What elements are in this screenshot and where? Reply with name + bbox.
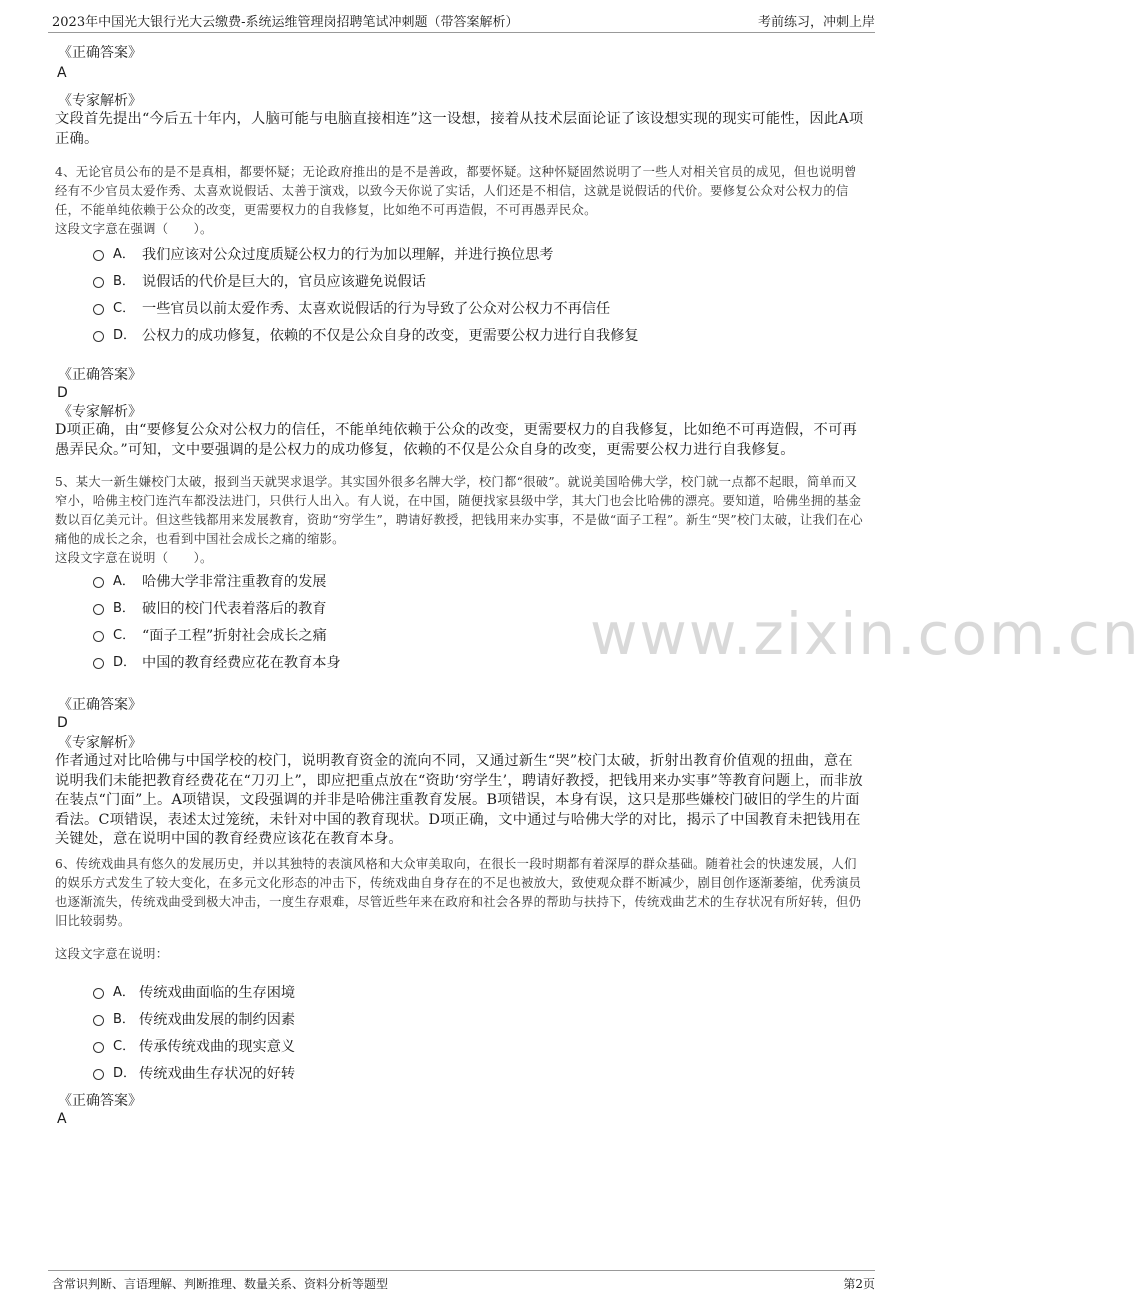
radio-icon[interactable] (93, 277, 104, 288)
radio-icon[interactable] (93, 1042, 104, 1053)
question-6 (55, 855, 865, 1090)
radio-icon[interactable] (93, 631, 104, 642)
answer-label: 《正确答案》 (58, 697, 142, 713)
option-b[interactable]: B． 说假话的代价是巨大的，官员应该避免说假话 (55, 271, 865, 298)
answer-value: D (57, 715, 68, 731)
option-b[interactable]: B． 破旧的校门代表着落后的教育 (55, 598, 865, 625)
analysis-text: 作者通过对比哈佛与中国学校的校门，说明教育资金的流向不同，又通过新生“哭”校门太破，折射出教育价值观的扭曲，意在说明我们未能把教育经费花在“刀刃上”，即应把重点放在“资助‘穷学生’，聘请好教授，把钱用来办实事”等教育问题上，而非放在装点“门面”上。A项错误，文段强调的并非是哈佛注重教育发展。B项错误，本身有误，这只是那些嫌校门破旧的学生的片面看法。C项错误，表述太过笼统，未针对中国的教育现状。D项正确，文中通过与哈佛大学的对比，揭示了中国教育未把钱用在关键处，意在说明中国的教育经费应该花在教育本身。 (55, 753, 863, 847)
footer-divider (48, 1270, 875, 1271)
answer-label: 《正确答案》 (58, 1093, 142, 1109)
question-5 (55, 473, 865, 679)
question-stem: 4、无论官员公布的是不是真相，都要怀疑；无论政府推出的是不是善政，都要怀疑。这种怀疑固然说明了一些人对相关官员的成见，但也说明曾经有不少官员太爱作秀、太喜欢说假话、太善于演戏，以致今天你说了实话，人们还是不相信，这就是说假话的代价。要修复公众对公权力的信任，不能单纯依赖于公众的改变，更需要权力的自我修复，比如绝不可再造假，不可再愚弄民众。 (55, 165, 857, 217)
option-d[interactable]: D． 传统戏曲生存状况的好转 (55, 1063, 865, 1090)
q5-analysis-block (55, 734, 865, 850)
document-title: 2023年中国光大银行光大云缴费-系统运维管理岗招聘笔试冲刺题（带答案解析） (52, 15, 519, 30)
radio-icon[interactable] (93, 1069, 104, 1080)
option-c[interactable]: C． 一些官员以前太爱作秀、太喜欢说假话的行为导致了公众对公权力不再信任 (55, 298, 865, 325)
q4-answer-block (55, 366, 865, 402)
radio-icon[interactable] (93, 250, 104, 261)
radio-icon[interactable] (93, 1015, 104, 1026)
question-prompt: 这段文字意在说明（ ）。 (55, 551, 213, 565)
analysis-text: 文段首先提出“今后五十年内，人脑可能与电脑直接相连”这一设想，接着从技术层面论证了该设想实现的现实可能性，因此A项正确。 (55, 111, 864, 147)
radio-icon[interactable] (93, 304, 104, 315)
answer-value: D (57, 385, 68, 401)
radio-icon[interactable] (93, 577, 104, 588)
option-a[interactable]: A． 传统戏曲面临的生存困境 (55, 982, 865, 1009)
analysis-label: 《专家解析》 (58, 404, 142, 420)
question-4 (55, 163, 865, 352)
option-a[interactable]: A． 我们应该对公众过度质疑公权力的行为加以理解，并进行换位思考 (55, 244, 865, 271)
option-list (55, 982, 865, 1090)
q3-analysis-block (55, 92, 865, 149)
analysis-label: 《专家解析》 (58, 93, 142, 109)
q6-answer-block (55, 1092, 865, 1128)
q5-answer-block (55, 696, 865, 732)
question-prompt: 这段文字意在说明： (55, 947, 169, 961)
option-c[interactable]: C． 传承传统戏曲的现实意义 (55, 1036, 865, 1063)
radio-icon[interactable] (93, 331, 104, 342)
radio-icon[interactable] (93, 988, 104, 999)
page-footer (0, 1262, 920, 1302)
option-d[interactable]: D． 中国的教育经费应花在教育本身 (55, 652, 865, 679)
answer-label: 《正确答案》 (58, 367, 142, 383)
answer-value: A (57, 1111, 67, 1127)
option-a[interactable]: A． 哈佛大学非常注重教育的发展 (55, 571, 865, 598)
radio-icon[interactable] (93, 658, 104, 669)
header-slogan: 考前练习，冲刺上岸 (757, 15, 875, 30)
question-prompt: 这段文字意在强调（ ）。 (55, 222, 213, 236)
answer-value: A (57, 65, 67, 81)
header-divider (48, 32, 875, 33)
q3-answer-block (55, 44, 865, 82)
q4-analysis-block (55, 403, 865, 460)
question-stem: 6、传统戏曲具有悠久的发展历史，并以其独特的表演风格和大众审美取向，在很长一段时期都有着深厚的群众基础。随着社会的快速发展，人们的娱乐方式发生了较大变化，在多元文化形态的冲击下，传统戏曲自身存在的不足也被放大，致使观众群不断减少，剧目创作逐渐萎缩，优秀演员也逐渐流失，传统戏曲受到极大冲击，一度生存艰难，尽管近些年来在政府和社会各界的帮助与扶持下，传统戏曲艺术的生存状况有所好转，但仍旧比较弱势。 (55, 857, 862, 928)
footer-description: 含常识判断、言语理解、判断推理、数量关系、资料分析等题型 (52, 1277, 389, 1291)
answer-label: 《正确答案》 (58, 45, 142, 61)
analysis-label: 《专家解析》 (58, 735, 142, 751)
option-b[interactable]: B． 传统戏曲发展的制约因素 (55, 1009, 865, 1036)
page-header (0, 0, 920, 34)
page-number: 第2页 (843, 1277, 875, 1291)
analysis-text: D项正确，由“要修复公众对公权力的信任，不能单纯依赖于公众的改变，更需要权力的自我修复，比如绝不可再造假，不可再愚弄民众。”可知，文中要强调的是公权力的成功修复，依赖的不仅是公众自身的改变，更需要公权力进行自我修复。 (55, 422, 857, 458)
radio-icon[interactable] (93, 604, 104, 615)
option-d[interactable]: D． 公权力的成功修复，依赖的不仅是公众自身的改变，更需要公权力进行自我修复 (55, 325, 865, 352)
option-list (55, 571, 865, 679)
option-list (55, 244, 865, 352)
question-stem: 5、某大一新生嫌校门太破，报到当天就哭求退学。其实国外很多名牌大学，校门都“很破”。就说美国哈佛大学，校门就一点都不起眼，简单而又窄小，哈佛主校门连汽车都没法进门，只供行人出入。有人说，在中国，随便找家县级中学，其大门也会比哈佛的漂亮。要知道，哈佛坐拥的基金数以百亿美元计。但这些钱都用来发展教育，资助“穷学生”，聘请好教授，把钱用来办实事，不是做“面子工程”。新生“哭”校门太破，让我们在心痛他的成长之余，也看到中国社会成长之痛的缩影。 (55, 475, 863, 546)
watermark: www.zixin.com.cn (590, 600, 1141, 668)
option-c[interactable]: C． “面子工程”折射社会成长之痛 (55, 625, 865, 652)
